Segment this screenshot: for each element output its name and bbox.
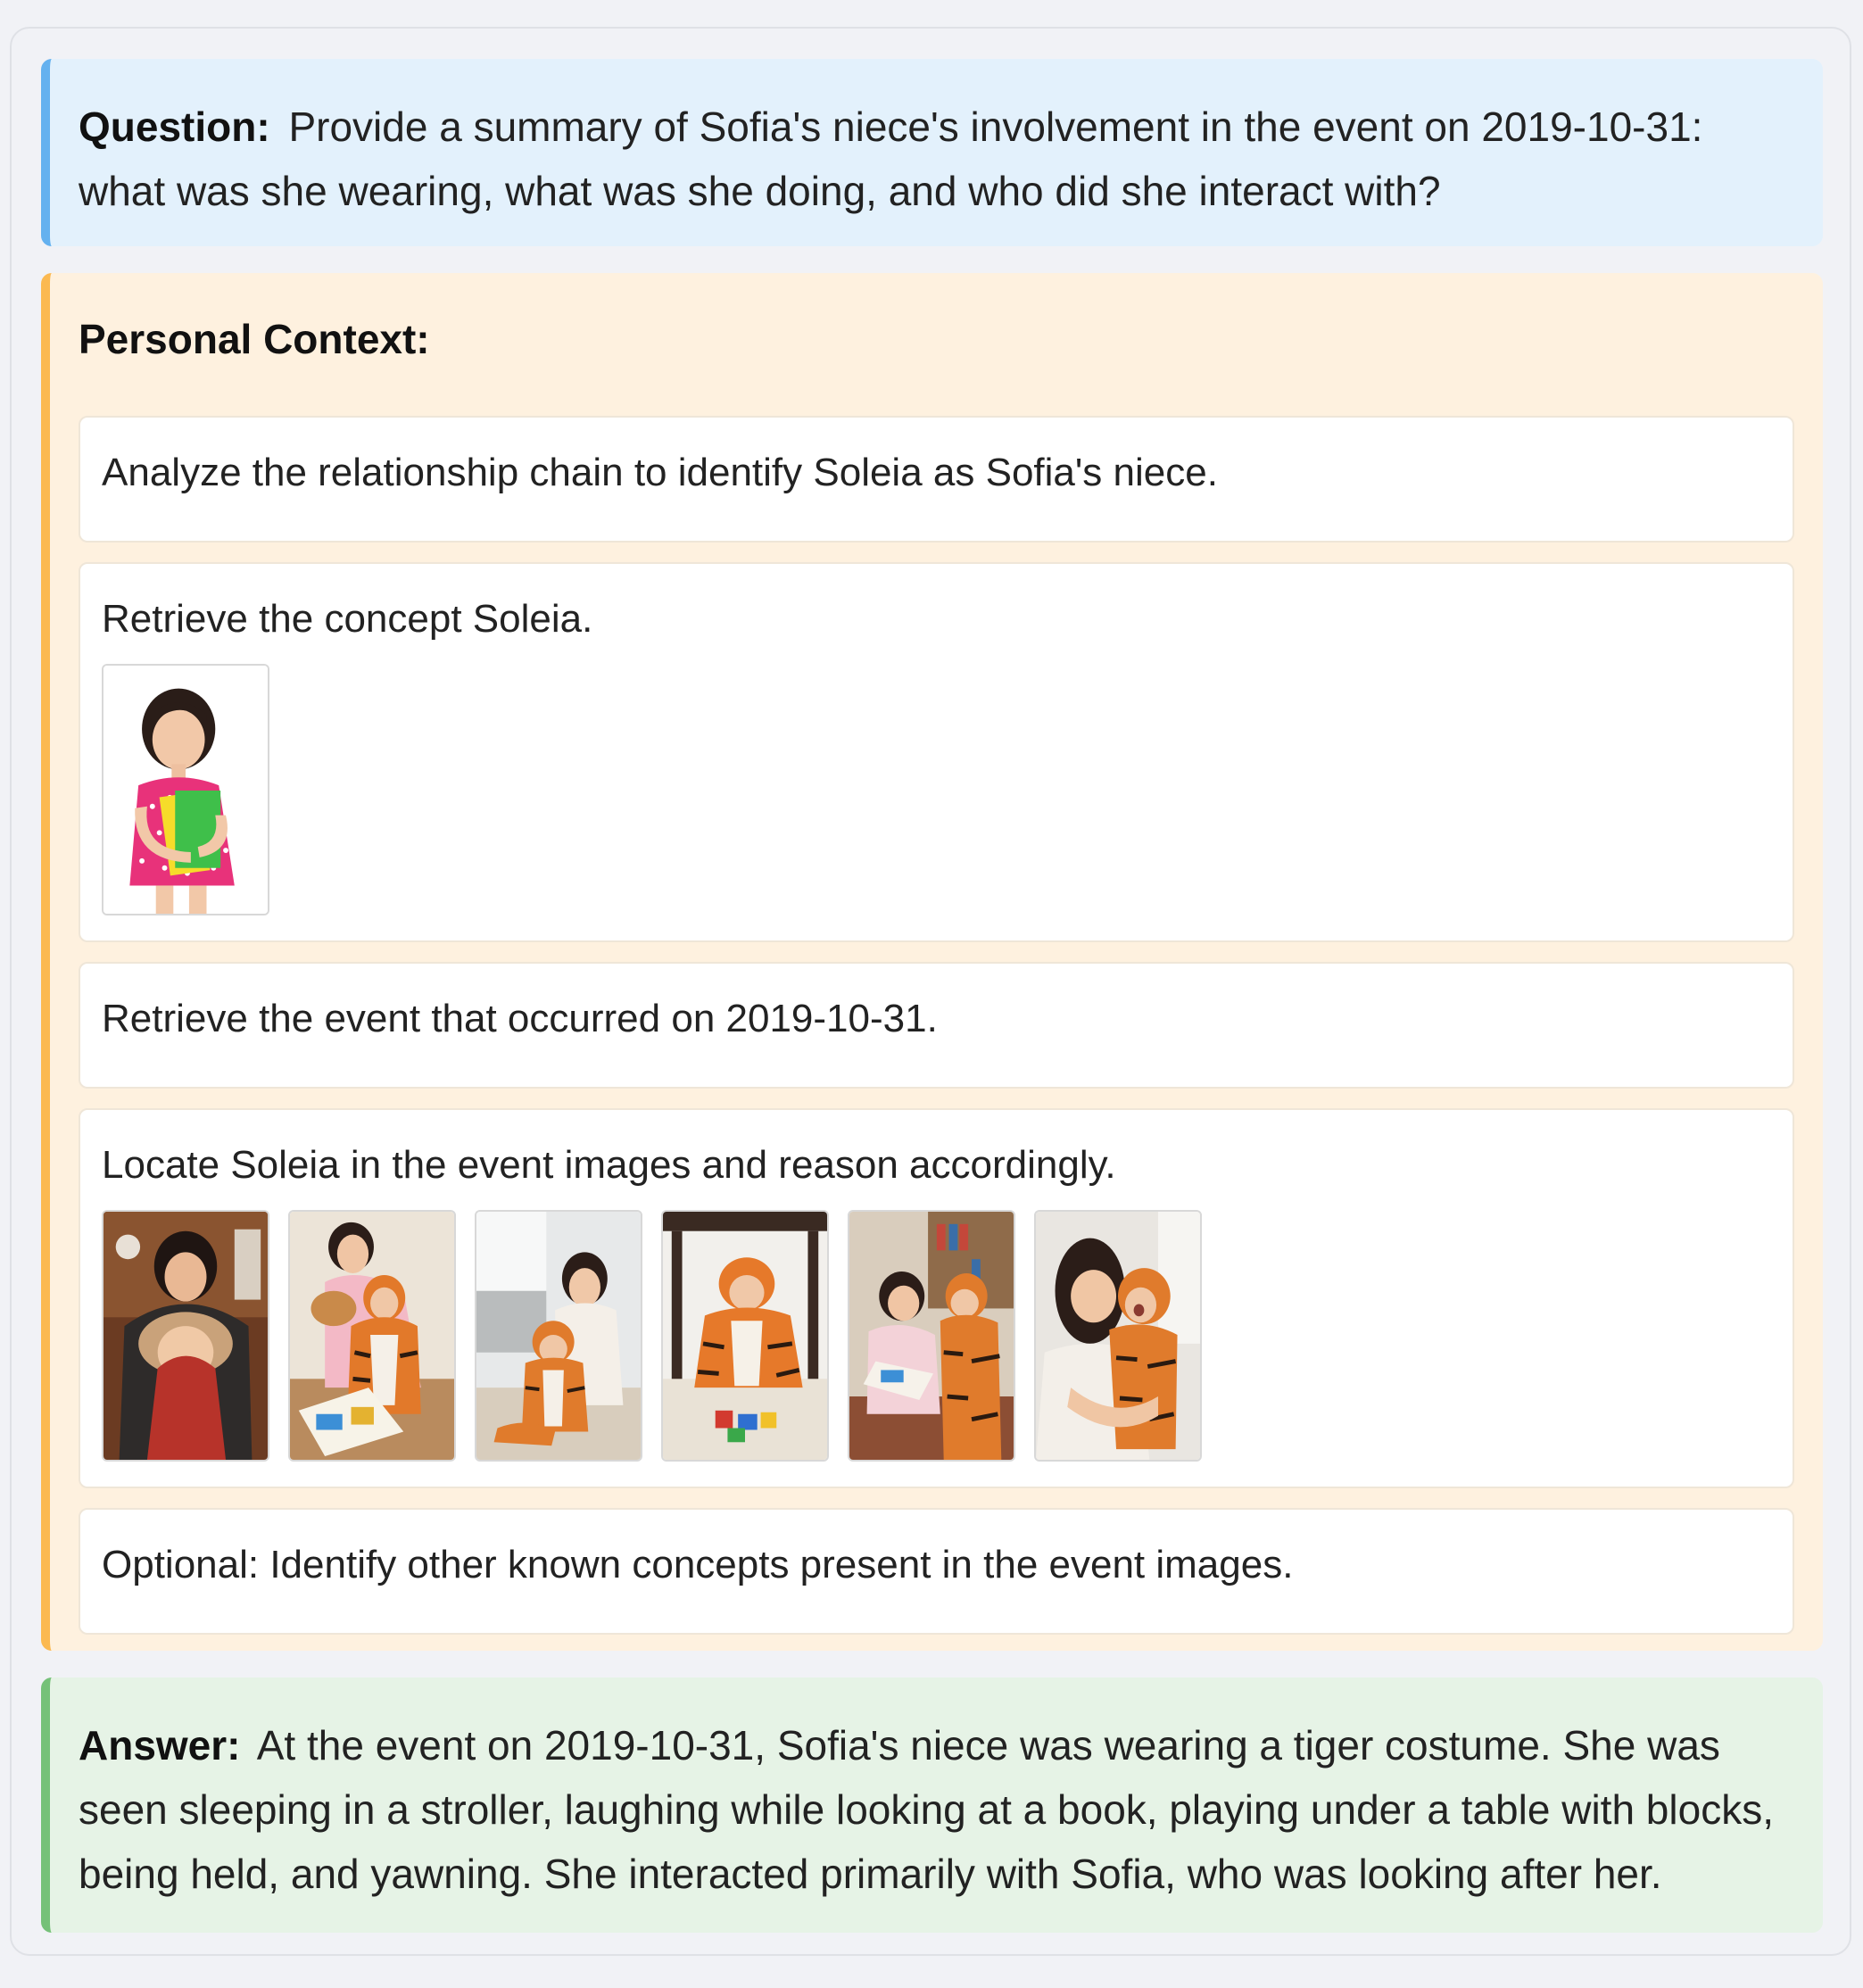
step-card-concept [79, 562, 1794, 942]
step-text: Analyze the relationship chain to identify Soleia as Sofia's niece. [102, 451, 1218, 494]
question-panel [41, 59, 1823, 246]
answer-panel [41, 1677, 1823, 1933]
event-image-under-table[interactable] [661, 1210, 829, 1462]
step-card-relationship [79, 416, 1794, 543]
question-text: Provide a summary of Sofia's niece's involvement in the event on 2019-10-31: what was she wearing, what was she doing, and who did she interact with? [79, 104, 1703, 214]
step-card-event [79, 962, 1794, 1089]
step-text: Locate Soleia in the event images and reason accordingly. [102, 1143, 1116, 1187]
step-card-optional [79, 1508, 1794, 1635]
concept-image-soleia[interactable] [102, 664, 269, 915]
question-label: Question: [79, 104, 270, 150]
answer-label: Answer: [79, 1722, 241, 1768]
step-card-locate [79, 1108, 1794, 1488]
event-image-book[interactable] [288, 1210, 456, 1462]
event-image-held[interactable] [1034, 1210, 1202, 1462]
concept-image-list [102, 664, 269, 915]
event-image-stroller[interactable] [102, 1210, 269, 1462]
qa-card [10, 27, 1851, 1956]
event-image-living-room[interactable] [475, 1210, 642, 1462]
event-image-list [102, 1210, 1202, 1462]
personal-context-panel [41, 273, 1823, 1651]
event-image-reading[interactable] [848, 1210, 1015, 1462]
step-text: Retrieve the concept Soleia. [102, 597, 593, 641]
step-text: Retrieve the event that occurred on 2019-10-31. [102, 997, 938, 1040]
answer-text: At the event on 2019-10-31, Sofia's niece was wearing a tiger costume. She was seen sleeping in a stroller, laughing while looking at a book, playing under a table with blocks, being held, and yawning. She interacted primarily with Sofia, who was looking after her. [79, 1722, 1774, 1897]
personal-context-title: Personal Context: [79, 316, 430, 362]
step-text: Optional: Identify other known concepts present in the event images. [102, 1543, 1294, 1586]
